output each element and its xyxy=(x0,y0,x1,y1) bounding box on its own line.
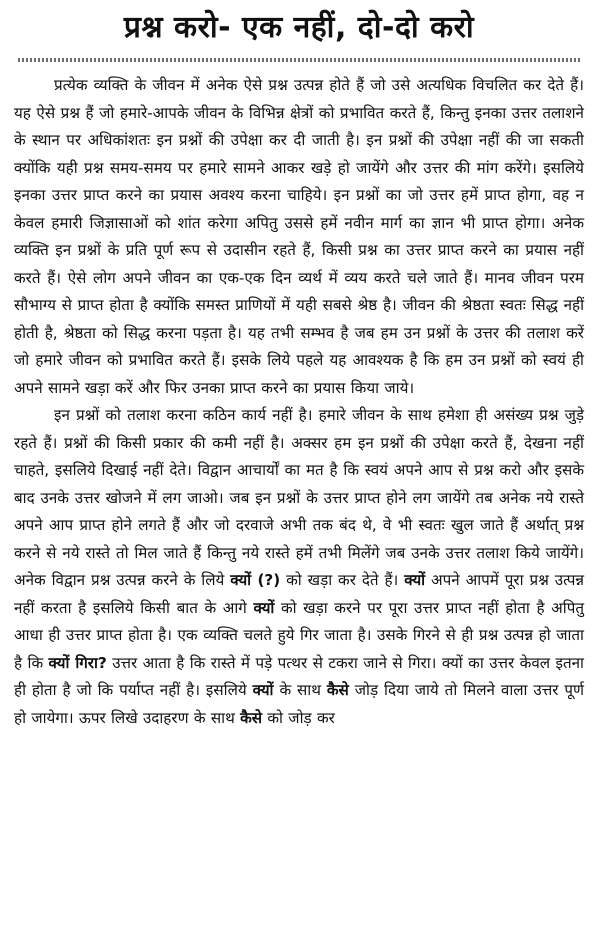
text-segment: को खड़ा कर देते हैं। xyxy=(280,571,405,589)
bold-term: कैसे xyxy=(326,681,349,699)
text-segment: उत्तर आता है कि रास्ते में पड़े पत्थर से टकरा जाने से गिरा। क्यों का उत्तर केवल इतना ही होता है जो कि पर्याप्त नहीं है। इसलिये xyxy=(14,653,584,699)
text-segment: जोड़ दिया जाये तो मिलने वाला उत्तर पूर्ण हो जायेगा। ऊपर लिखे उदाहरण के साथ xyxy=(14,681,584,727)
text-segment: के साथ xyxy=(273,681,327,699)
paragraph-1 xyxy=(14,72,584,402)
bold-term: क्यों (?) xyxy=(230,571,281,589)
bold-term: कैसे xyxy=(240,708,263,727)
text-segment: अपने आपमें पूरा प्रश्न उत्पन्न नहीं करता है इसलिये किसी बात के आगे xyxy=(14,571,584,617)
bold-term: क्यों xyxy=(252,681,274,699)
page-title: प्रश्न करो- एक नहीं, दो-दो करो xyxy=(123,10,475,45)
text-segment: को खड़ा करने पर पूरा उत्तर प्राप्त नहीं होता है अपितु आधा ही उत्तर प्राप्त होता है। एक व्यक्ति चलते हुये गिर जाता है। उसके गिरने से ही प्रश्न उत्पन्न हो जाता है कि xyxy=(14,598,584,672)
paragraph-2 xyxy=(14,402,584,732)
bold-term: क्यों xyxy=(253,598,275,617)
text-segment: प्रत्येक व्यक्ति के जीवन में अनेक ऐसे प्रश्न उत्पन्न होते हैं जो उसे अत्यधिक विचलित कर देते हैं। यह ऐसे प्रश्न हैं जो हमारे-आपके जीवन के विभिन्न क्षेत्रों को प्रभावित करते हैं, किन्तु इनका उत्तर तलाशने के स्थान पर अधिकांशतः इन प्रश्नों की उपेक्षा कर दी जाती है। इन प्रश्नों की उपेक्षा नहीं की जा सकती क्योंकि यही प्रश्न समय-समय पर हमारे सामने आकर खड़े हो जायेंगे और उत्तर की मांग करेंगे। इसलिये इनका उत्तर प्राप्त करने का प्रयास अवश्य करना चाहिये। इन प्रश्नों का जो उत्तर हमें प्राप्त होगा, वह न केवल हमारी जिज्ञासाओं को शांत करेगा अपितु उससे हमें नवीन मार्ग का ज्ञान भी प्राप्त होगा। अनेक व्यक्ति इन प्रश्नों के प्रति पूर्ण रूप से उदासीन रहते हैं, किसी प्रश्न का उत्तर प्राप्त करने का प्रयास नहीं करते हैं। ऐसे लोग अपने जीवन का एक-एक दिन व्यर्थ में व्यय करते चले जाते हैं। मानव जीवन परम सौभाग्य से प्राप्त होता है क्योंकि समस्त प्राणियों में यही सबसे श्रेष्ठ है। जीवन की श्रेष्ठता स्वतः सिद्ध नहीं होती है, श्रेष्ठता को सिद्ध करना पड़ता है। यह तभी सम्भव है जब हम उन प्रश्नों के उत्तर की तलाश करें जो हमारे जीवन को प्रभावित करते हैं। इसके लिये पहले यह आवश्यक है कि हम उन प्रश्नों को स्वयं ही अपने सामने खड़ा करें और फिर उनका प्राप्त करने का प्रयास किया जाये। xyxy=(14,76,584,397)
text-segment: को जोड़ कर xyxy=(262,708,335,727)
bold-term: क्यों गिरा? xyxy=(48,653,107,672)
bold-term: क्यों xyxy=(404,571,426,589)
text-segment: इन प्रश्नों को तलाश करना कठिन कार्य नहीं है। हमारे जीवन के साथ हमेशा ही असंख्य प्रश्न जुड़े रहते हैं। प्रश्नों की किसी प्रकार की कमी नहीं है। अक्सर हम इन प्रश्नों की उपेक्षा करते हैं, देखना नहीं चाहते, इसलिये दिखाई नहीं देते। विद्वान आचार्यों का मत है कि स्वयं अपने आप से प्रश्न करो और इसके बाद उनके उत्तर खोजने में लग जाओ। जब इन प्रश्नों के उत्तर प्राप्त होने लग जायेंगे तब अनेक नये रास्ते अपने आप प्राप्त होने लगते हैं और जो दरवाजे अभी तक बंद थे, वे भी स्वतः खुल जाते हैं अर्थात् प्रश्न करने से नये रास्ते तो मिल जाते हैं किन्तु नये रास्ते हमें तभी मिलेंगे जब उनके उत्तर तलाश किये जायेंगे। अनेक विद्वान प्रश्न उत्पन्न करने के लिये xyxy=(14,406,584,589)
title-divider xyxy=(18,58,580,62)
